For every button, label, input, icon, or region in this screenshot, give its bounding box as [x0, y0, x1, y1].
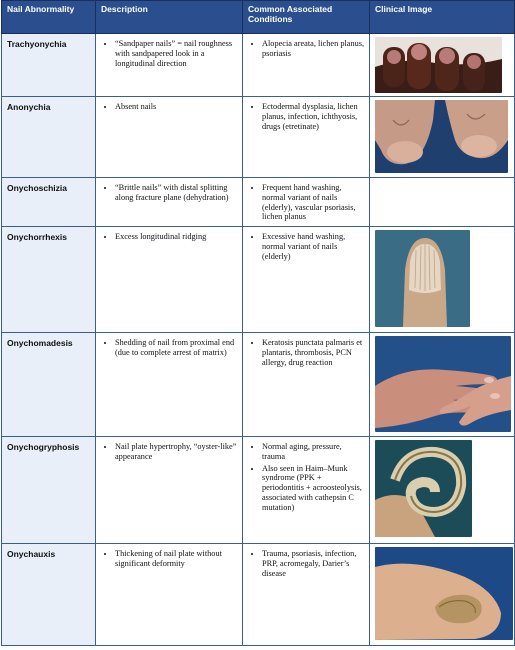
- description-cell: [96, 227, 243, 333]
- abnormality-name: Onychomadesis: [2, 333, 96, 437]
- abnormality-name: Onychauxis: [2, 544, 96, 646]
- conditions-cell: [243, 437, 370, 544]
- description-cell: [96, 544, 243, 646]
- header-description: Description: [96, 1, 243, 34]
- description-cell: [96, 97, 243, 178]
- clinical-image-onychorrhexis: [375, 230, 470, 327]
- image-cell: [370, 437, 515, 544]
- description-item: • Absent nails: [115, 102, 238, 112]
- abnormality-name: Trachyonychia: [2, 34, 96, 97]
- image-cell: [370, 34, 515, 97]
- conditions-cell: [243, 544, 370, 646]
- condition-item: • Trauma, psoriasis, infection, PRP, acromegaly, Darier’s disease: [262, 549, 365, 578]
- table-row: [2, 544, 515, 646]
- description-item: • “Brittle nails” with distal splitting along fracture plane (dehydration): [115, 183, 238, 203]
- abnormality-name: Onychogryphosis: [2, 437, 96, 544]
- image-cell: [370, 544, 515, 646]
- conditions-cell: [243, 227, 370, 333]
- conditions-cell: [243, 34, 370, 97]
- condition-item: • Normal aging, pressure, trauma: [262, 442, 365, 462]
- condition-item: • Also seen in Haim–Munk syndrome (PPK + periodontitis + acroosteolysis, associated with cathepsin C mutation): [262, 464, 365, 513]
- conditions-cell: [243, 97, 370, 178]
- clinical-image-trachyonychia: [375, 37, 502, 93]
- clinical-image-onychogryphosis: [375, 440, 472, 537]
- description-item: • Shedding of nail from proximal end (due to complete arrest of matrix): [115, 338, 238, 358]
- table-row: [2, 333, 515, 437]
- condition-item: • Keratosis punctata palmaris et plantaris, thrombosis, PCN allergy, drug reaction: [262, 338, 365, 367]
- conditions-cell: [243, 178, 370, 227]
- description-cell: [96, 437, 243, 544]
- clinical-image-anonychia: [375, 100, 508, 173]
- description-item: • Nail plate hypertrophy, “oyster-like” appearance: [115, 442, 238, 462]
- image-cell: [370, 227, 515, 333]
- condition-item: • Alopecia areata, lichen planus, psoriasis: [262, 39, 365, 59]
- table-row: [2, 437, 515, 544]
- description-item: • Excess longitudinal ridging: [115, 232, 238, 242]
- clinical-image-onychomadesis: [375, 336, 511, 432]
- conditions-cell: [243, 333, 370, 437]
- image-cell: [370, 333, 515, 437]
- description-cell: [96, 178, 243, 227]
- table-row: [2, 34, 515, 97]
- header-nail-abnormality: Nail Abnormality: [2, 1, 96, 34]
- description-item: • Thickening of nail plate without significant deformity: [115, 549, 238, 569]
- clinical-image-onychauxis: [375, 547, 513, 640]
- description-cell: [96, 333, 243, 437]
- header-clinical-image: Clinical Image: [370, 1, 515, 34]
- image-cell: [370, 97, 515, 178]
- condition-item: • Excessive hand washing, normal variant of nails (elderly): [262, 232, 365, 261]
- condition-item: • Frequent hand washing, normal variant of nails (elderly), vascular psoriasis, lichen planus: [262, 183, 365, 222]
- table-row: [2, 97, 515, 178]
- table-row: [2, 227, 515, 333]
- abnormality-name: Onychorrhexis: [2, 227, 96, 333]
- nail-abnormality-table: [1, 0, 515, 646]
- abnormality-name: Anonychia: [2, 97, 96, 178]
- abnormality-name: Onychoschizia: [2, 178, 96, 227]
- description-item: • “Sandpaper nails” = nail roughness with sandpapered look in a longitudinal direction: [115, 39, 238, 68]
- table-row: [2, 178, 515, 227]
- table-header-row: [2, 1, 515, 34]
- image-cell-empty: [370, 178, 515, 227]
- header-conditions: Common Associated Conditions: [243, 1, 370, 34]
- description-cell: [96, 34, 243, 97]
- condition-item: • Ectodermal dysplasia, lichen planus, infection, ichthyosis, drugs (etretinate): [262, 102, 365, 131]
